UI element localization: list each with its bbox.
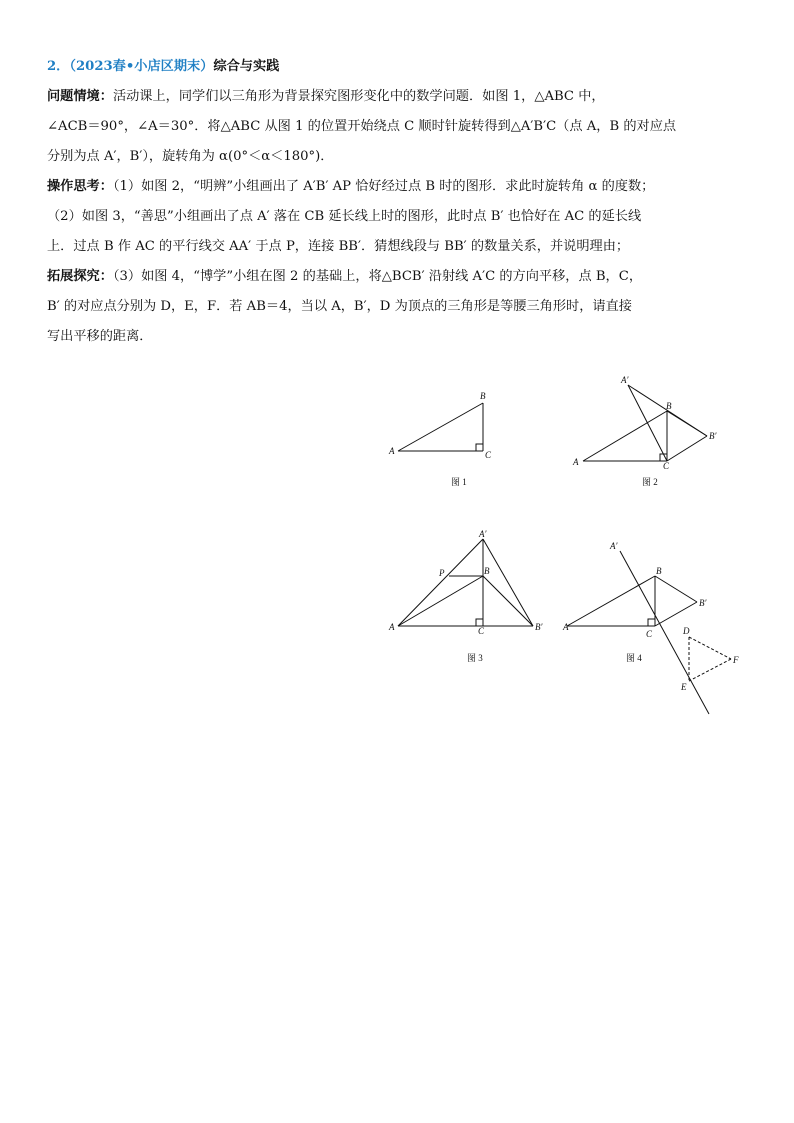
fig4-label-f: F xyxy=(733,655,739,665)
section-label: 问题情境： xyxy=(47,89,113,104)
line-text: （2）如图 3，“善思”小组画出了点 A′ 落在 CB 延长线上时的图形，此时点 B′ 也恰好在 AC 的延长线 xyxy=(47,209,642,224)
fig2-label-a-prime: A′ xyxy=(621,375,629,385)
figure-1 xyxy=(398,403,483,451)
fig3-label-b-prime: B′ xyxy=(535,622,543,632)
line-text: 分别为点 A′，B′），旋转角为 α(0°＜α＜180°)． xyxy=(47,149,334,164)
fig4-label-a: A xyxy=(563,622,569,632)
fig3-label-p: P xyxy=(439,568,445,578)
fig3-label-a-prime: A′ xyxy=(479,529,487,539)
section-label: 拓展探究： xyxy=(47,269,113,284)
fig3-caption: 图 3 xyxy=(467,653,483,663)
fig2-label-a: A xyxy=(573,457,579,467)
section-label: 操作思考： xyxy=(47,179,113,194)
fig2-label-b: B xyxy=(666,401,672,411)
fig3-label-c: C xyxy=(478,626,485,636)
line-text: 活动课上，同学们以三角形为背景探究图形变化中的数学问题．如图 1，△ABC 中， xyxy=(112,89,605,104)
fig1-label-a: A xyxy=(389,446,395,456)
fig2-caption: 图 2 xyxy=(642,477,658,487)
line-text: （1）如图 2，“明辨”小组画出了 A′B′ AP 恰好经过点 B 时的图形．求此时旋转角 α 的度数； xyxy=(112,179,655,194)
question-source: （2023春•小店区期末） xyxy=(69,59,214,74)
fig4-label-c: C xyxy=(646,629,653,639)
fig4-caption: 图 4 xyxy=(626,653,642,663)
line-text: ∠ACB＝90°，∠A＝30°．将△ABC 从图 1 的位置开始绕点 C 顺时针旋转得到△A′B′C（点 A，B 的对应点 xyxy=(47,119,677,134)
fig1-label-b: B xyxy=(480,391,486,401)
line-text: （3）如图 4，“博学”小组在图 2 的基础上，将△BCB′ 沿射线 A′C 的方向平移，点 B，C， xyxy=(112,269,643,284)
fig4-label-b-prime: B′ xyxy=(699,598,707,608)
fig3-label-b: B xyxy=(484,566,490,576)
fig4-label-e: E xyxy=(681,682,687,692)
fig2-label-b-prime: B′ xyxy=(709,431,717,441)
fig1-caption: 图 1 xyxy=(451,477,467,487)
question-number: 2． xyxy=(47,59,70,74)
fig4-label-a-prime: A′ xyxy=(610,541,618,551)
fig4-label-b: B xyxy=(656,566,662,576)
figure-2 xyxy=(583,385,707,461)
figure-3 xyxy=(398,539,533,626)
line-text: B′ 的对应点分别为 D，E，F．若 AB＝4，当以 A，B′，D 为顶点的三角形是等腰三角形时，请直接 xyxy=(47,299,632,314)
fig3-label-a: A xyxy=(389,622,395,632)
line-text: 写出平移的距离． xyxy=(47,329,153,344)
fig1-label-c: C xyxy=(485,450,492,460)
fig2-label-c: C xyxy=(663,461,670,471)
question-heading: 综合与实践 xyxy=(213,59,280,74)
line-text: 上．过点 B 作 AC 的平行线交 AA′ 于点 P，连接 BB′．猜想线段与 BB′ 的数量关系，并说明理由； xyxy=(47,239,630,254)
fig4-label-d: D xyxy=(683,626,690,636)
